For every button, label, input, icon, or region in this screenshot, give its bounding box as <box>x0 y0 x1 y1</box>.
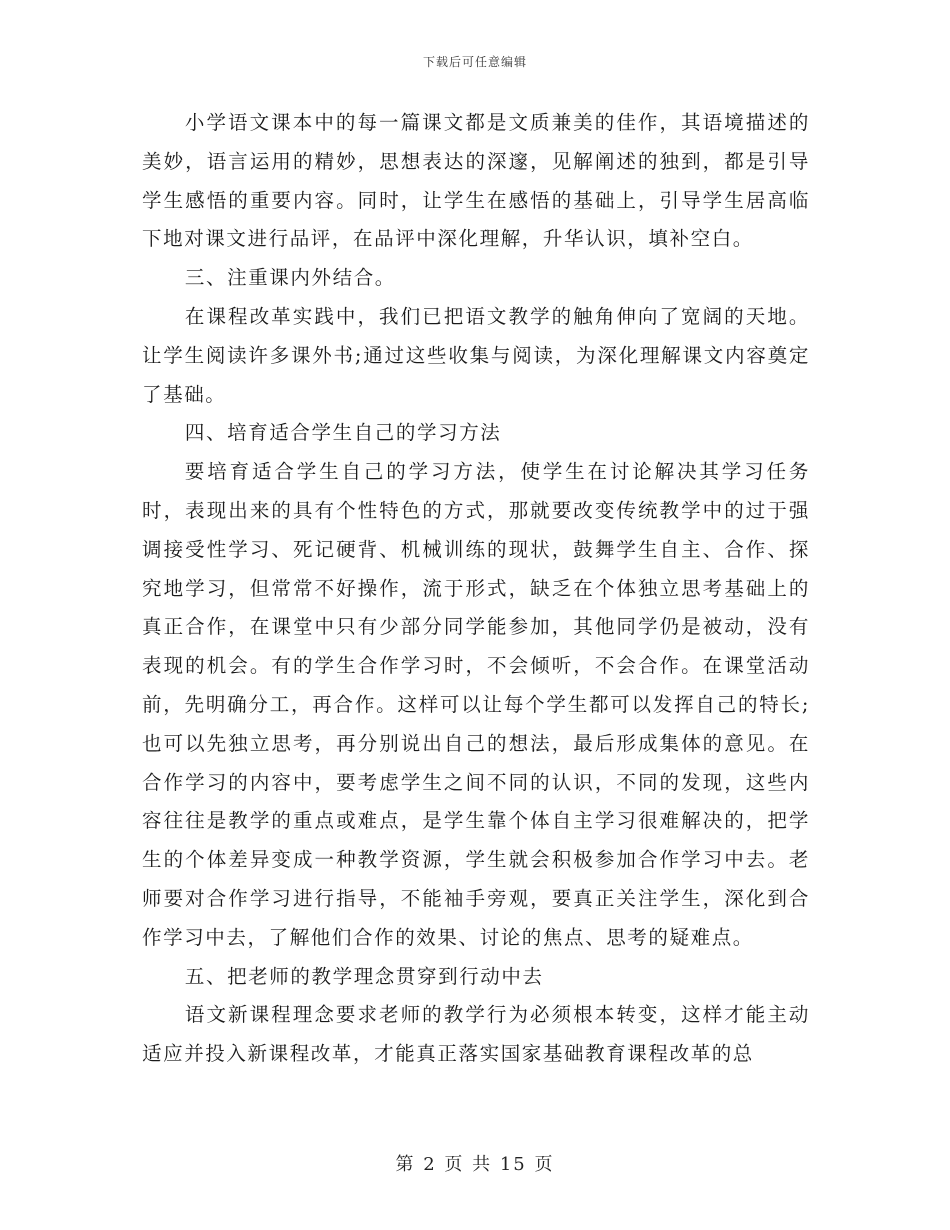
document-body <box>142 104 810 1074</box>
paragraph: 在课程改革实践中，我们已把语文教学的触角伸向了宽阔的天地。让学生阅读许多课外书;通过这些收集与阅读，为深化理解课文内容奠定了基础。 <box>142 304 810 406</box>
page-number-footer: 第 2 页 共 15 页 <box>395 1154 555 1175</box>
paragraph: 小学语文课本中的每一篇课文都是文质兼美的佳作，其语境描述的美妙，语言运用的精妙，思想表达的深邃，见解阐述的独到，都是引导学生感悟的重要内容。同时，让学生在感悟的基础上，引导学生居高临下地对课文进行品评，在品评中深化理解，升华认识，填补空白。 <box>142 111 810 251</box>
section-heading: 五、把老师的教学理念贯穿到行动中去 <box>184 964 544 988</box>
page-header: 下载后可任意编辑 <box>422 55 527 69</box>
section-heading: 四、培育适合学生自己的学习方法 <box>184 421 502 445</box>
paragraph: 要培育适合学生自己的学习方法，使学生在讨论解决其学习任务时，表现出来的具有个性特色的方式，那就要改变传统教学中的过于强调接受性学习、死记硬背、机械训练的现状，鼓舞学生自主、合作、探究地学习，但常常不好操作，流于形式，缺乏在个体独立思考基础上的真正合作，在课堂中只有少部分同学能参加，其他同学仍是被动，没有表现的机会。有的学生合作学习时，不会倾听，不会合作。在课堂活动前，先明确分工，再合作。这样可以让每个学生都可以发挥自己的特长;也可以先独立思考，再分别说出自己的想法，最后形成集体的意见。在合作学习的内容中，要考虑学生之间不同的认识，不同的发现，这些内容往往是教学的重点或难点，是学生靠个体自主学习很难解决的，把学生的个体差异变成一种教学资源，学生就会积极参加合作学习中去。老师要对合作学习进行指导，不能袖手旁观，要真正关注学生，深化到合作学习中去，了解他们合作的效果、讨论的焦点、思考的疑难点。 <box>142 460 810 949</box>
paragraph: 语文新课程理念要求老师的教学行为必须根本转变，这样才能主动适应并投入新课程改革，才能真正落实国家基础教育课程改革的总 <box>142 1003 810 1066</box>
section-heading: 三、注重课内外结合。 <box>184 266 396 290</box>
